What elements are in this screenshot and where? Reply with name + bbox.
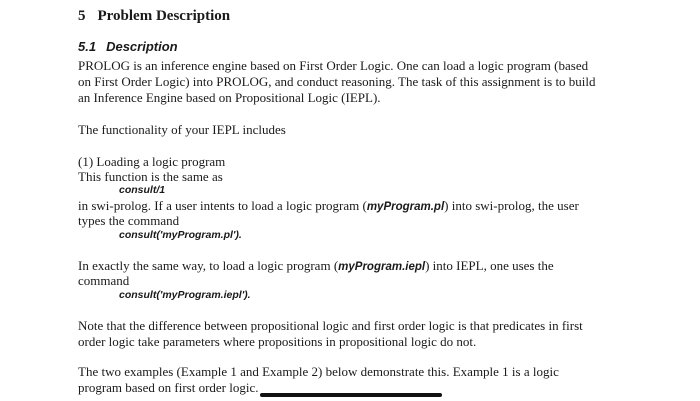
inline-code: myProgram.iepl bbox=[338, 261, 426, 273]
subsection-title: Description bbox=[106, 39, 178, 54]
scroll-indicator[interactable] bbox=[260, 393, 442, 397]
paragraph-line: command bbox=[78, 273, 130, 288]
paragraph-line: an Inference Engine based on Propositional Logic (IEPL). bbox=[78, 90, 381, 105]
paragraph-line: PROLOG is an inference engine based on First Order Logic. One can load a logic program (based bbox=[78, 58, 589, 73]
section-number: 5 bbox=[78, 8, 86, 24]
paragraph-line: Note that the difference between propositional logic and first order logic is that predicates in first bbox=[78, 318, 583, 333]
paragraph-line: types the command bbox=[78, 213, 180, 228]
subsection-heading bbox=[78, 39, 178, 54]
code-snippet: consult('myProgram.iepl'). bbox=[119, 289, 251, 301]
paragraph-line: order logic take parameters where propositions in propositional logic do not. bbox=[78, 334, 477, 349]
paragraph-line: This function is the same as bbox=[78, 169, 223, 184]
paragraph-line: in swi-prolog. If a user intents to load a logic program (myProgram.pl) into swi-prolog, the user bbox=[78, 198, 579, 213]
paragraph-line: The functionality of your IEPL includes bbox=[78, 122, 286, 137]
inline-code: myProgram.pl bbox=[366, 201, 445, 213]
code-snippet: consult('myProgram.pl'). bbox=[119, 229, 242, 241]
code-snippet: consult/1 bbox=[119, 184, 166, 196]
section-title: Problem Description bbox=[97, 8, 231, 24]
paragraph-line: In exactly the same way, to load a logic program (myProgram.iepl) into IEPL, one uses the bbox=[78, 258, 554, 273]
paragraph-line: program based on first order logic. bbox=[78, 380, 259, 395]
section-heading bbox=[78, 8, 230, 25]
subsection-number: 5.1 bbox=[78, 39, 97, 54]
paragraph-line: on First Order Logic) into PROLOG, and conduct reasoning. The task of this assignment is to build bbox=[78, 74, 596, 89]
list-item-heading: (1) Loading a logic program bbox=[78, 154, 226, 169]
paragraph-line: The two examples (Example 1 and Example 2) below demonstrate this. Example 1 is a logic bbox=[78, 364, 559, 379]
